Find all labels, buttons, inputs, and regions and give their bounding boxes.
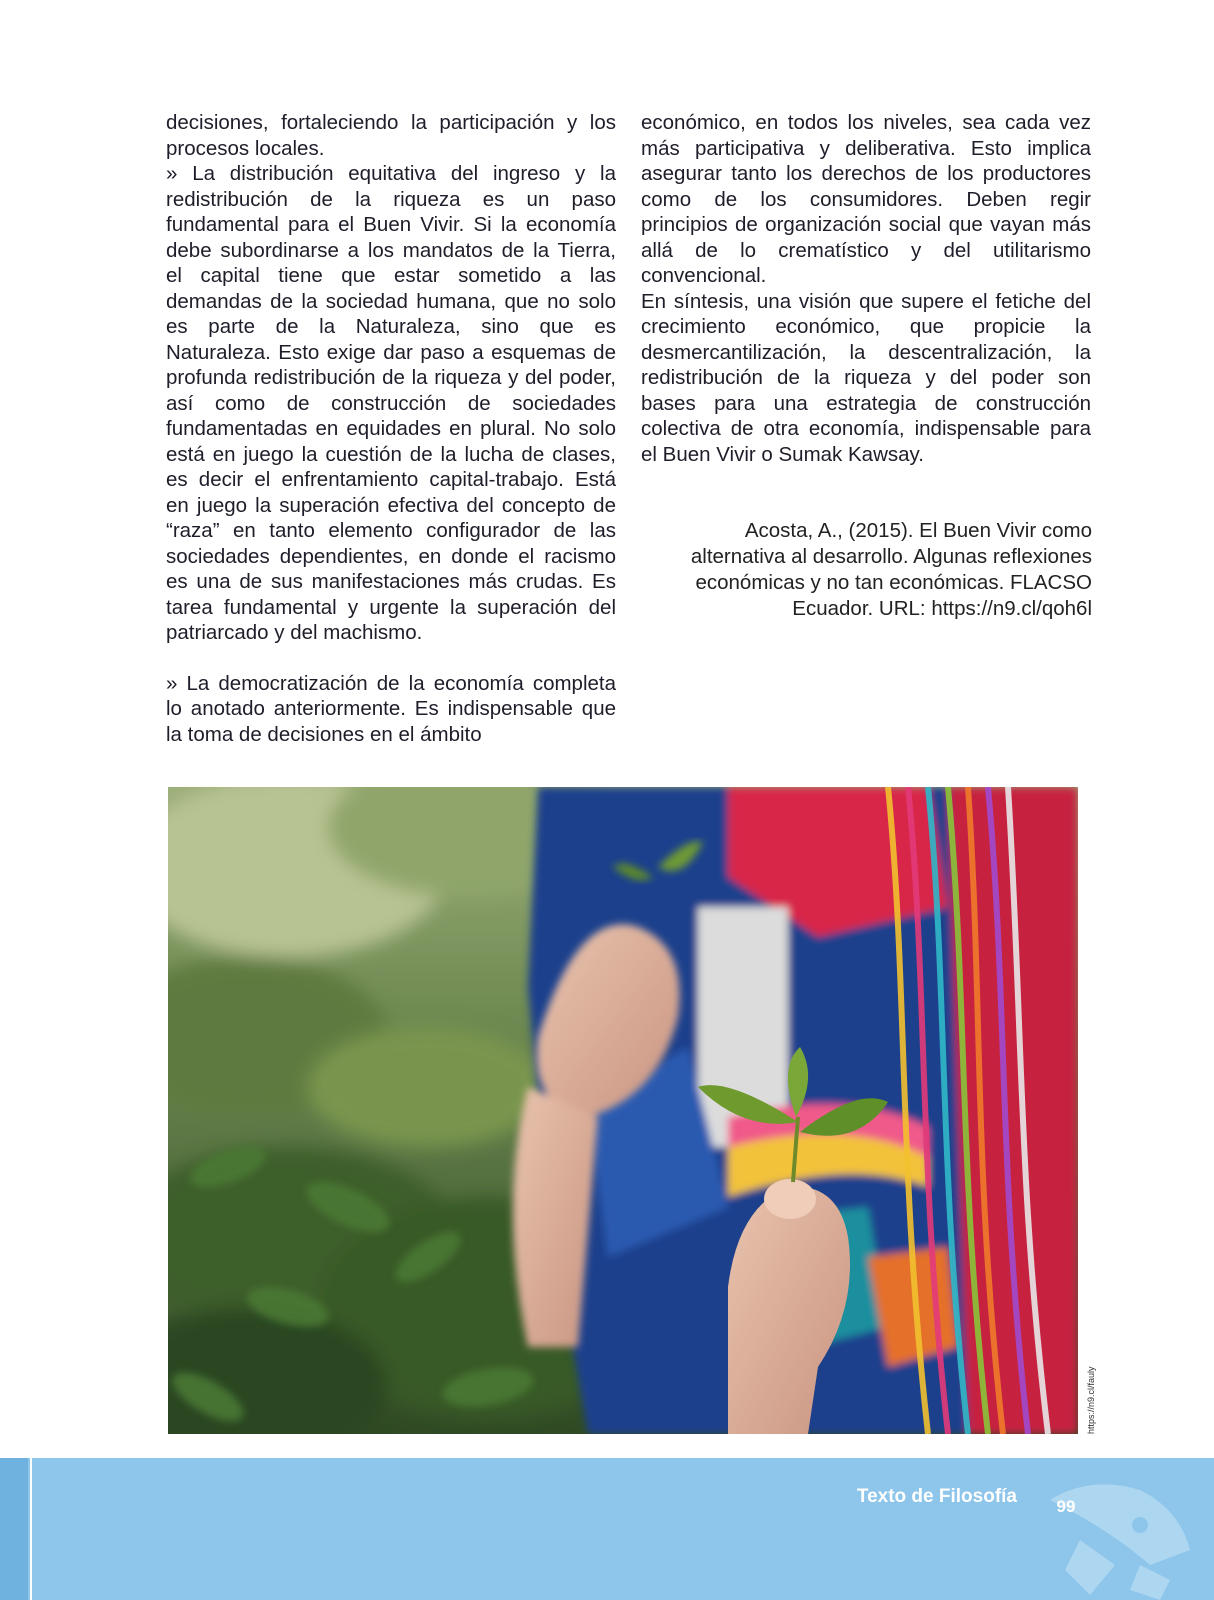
citation-line-1: Acosta, A., (2015). El Buen Vivir como <box>744 519 1092 542</box>
page-number: 99 <box>1056 1497 1076 1516</box>
citation-line-4: Ecuador. URL: https://n9.cl/qoh6l <box>792 597 1092 620</box>
left-paragraph-1: decisiones, fortaleciendo la participación y los procesos locales. <box>166 111 616 160</box>
right-paragraph-2: En síntesis, una visión que supere el fetiche del crecimiento económico, que propicie la desmercantilización, la descentralización, la redistribución de la riqueza y del poder son bases para una estrategia de construcción colectiva de otra economía, indispensable para el Buen Vivir o Sumak Kawsay. <box>641 289 1091 466</box>
left-paragraph-2: » La distribución equitativa del ingreso y la redistribución de la riqueza es un paso fundamental para el Buen Vivir. Si la economía debe subordinarse a los mandatos de la Tierra, el capital tiene que estar sometido a las demandas de la sociedad humana, que no solo es parte de la Naturaleza, sino que es Naturaleza. Esto exige dar paso a esquemas de profunda redistribución de la riqueza y del poder, así como de construcción de sociedades fundamentadas en equidades en plural. No solo está en juego la cuestión de la lucha de clases, es decir el enfrentamiento capital-trabajo. Está en juego la superación efectiva del concepto de “raza” en tanto elemento configurador de las sociedades dependientes, en donde el racismo es una de sus manifestaciones más crudas. Es tarea fundamental y urgente la superación del patriarcado y del machismo. <box>166 162 616 644</box>
right-paragraph-1: económico, en todos los niveles, sea cada vez más participativa y deliberativa. Esto implica asegurar tanto los derechos de los productores como de los consumidores. Deben regir principios de organización social que vayan más allá de lo crematístico y del utilitarismo convencional. <box>641 111 1091 287</box>
citation <box>630 518 1092 622</box>
right-text-column <box>641 110 1091 467</box>
left-paragraph-3: » La democratización de la economía completa lo anotado anteriormente. Es indispensable que la toma de decisiones en el ámbito <box>166 671 616 746</box>
footer-side-strip <box>0 1458 28 1600</box>
left-text-column <box>166 110 616 747</box>
tea-leaf-photo <box>168 787 1078 1434</box>
citation-line-3: económicas y no tan económicas. FLACSO <box>695 571 1092 594</box>
footer-divider <box>30 1458 32 1600</box>
footer-book-title: Texto de Filosofía <box>856 1486 1017 1507</box>
photo-credit: https://n9.cl/fauly <box>1086 1366 1096 1434</box>
citation-line-2: alternativa al desarrollo. Algunas reflexiones <box>690 545 1092 568</box>
